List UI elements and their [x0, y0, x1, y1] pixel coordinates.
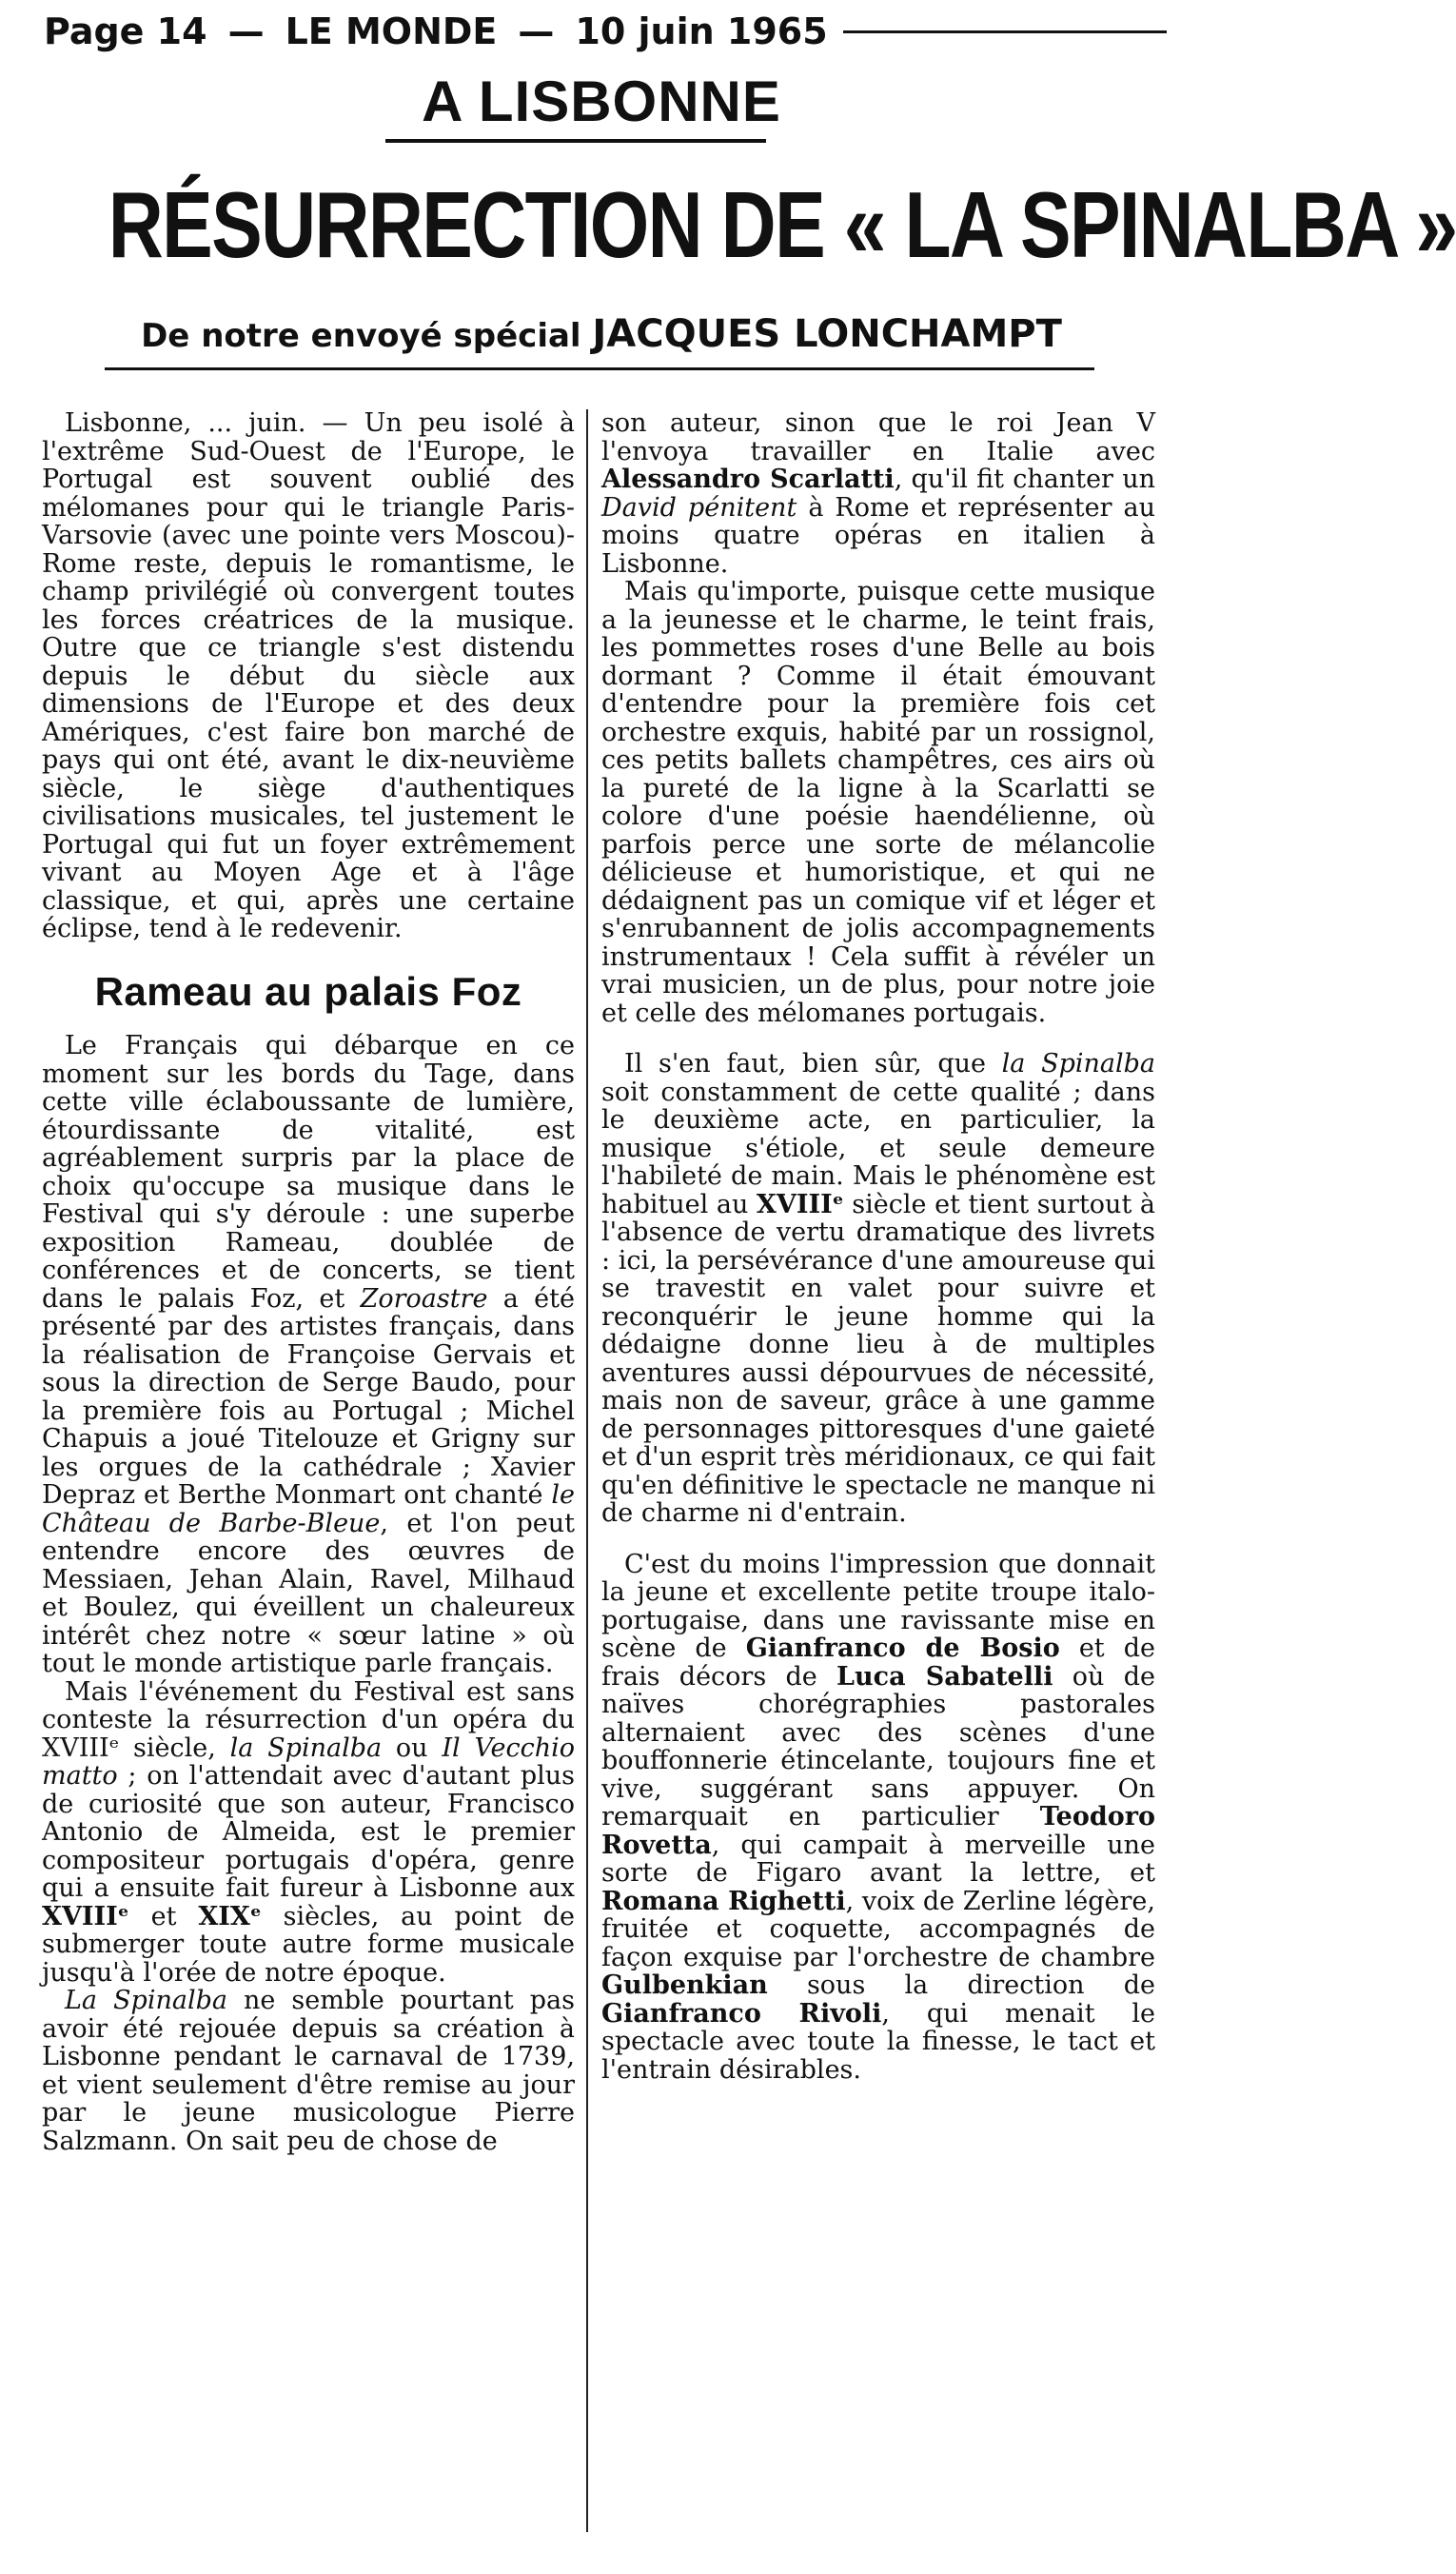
- paragraph: La Spinalba ne semble pourtant pas avoir été rejouée depuis sa création à Lisbonne pendant le carnaval de 1739, et vient seulement d'être remise au jour par le jeune musicologue Pierre Salzmann. On sait peu de chose de: [42, 1986, 575, 2156]
- paragraph: C'est du moins l'impression que donnait la jeune et excellente petite troupe italo-portugaise, dans une ravissante mise en scène de Gianfranco de Bosio et de frais décors de Luca Sabatelli où de naïves chorégraphies pastorales alternaient avec des scènes d'une bouffonnerie étincelante, toujours fine et vive, suggérant sans appuyer. On remarquait en particulier Teodoro Rovetta, qui campait à merveille une sorte de Figaro avant la lettre, et Romana Righetti, voix de Zerline légère, fruitée et coquette, accompagnés de façon exquise par l'orchestre de chambre Gulbenkian sous la direction de Gianfranco Rivoli, qui menait le spectacle avec toute la finesse, le tact et l'entrain désirables.: [601, 1549, 1155, 2085]
- byline: [0, 312, 1203, 356]
- byline-author: JACQUES LONCHAMPT: [592, 312, 1062, 356]
- kicker: A LISBONNE: [422, 69, 781, 133]
- left-column: [42, 409, 575, 2155]
- subheading: Rameau au palais Foz: [94, 968, 522, 1014]
- masthead: [44, 6, 1167, 57]
- paragraph: Il s'en faut, bien sûr, que la Spinalba soit constamment de cette qualité ; dans le deuxième acte, en particulier, la musique s'étiole, et seule demeure l'habileté de main. Mais le phénomène est habituel au XVIIIᵉ siècle et tient surtout à l'absence de vertu dramatique des livrets : ici, la persévérance d'une amoureuse qui se travestit en valet pour suivre et reconquérir le jeune homme qui la dédaigne donne lieu à de multiples aventures aussi dépourvues de nécessité, mais non de saveur, grâce à une gamme de personnages pittoresques d'une gaieté et d'un esprit très méridionaux, ce qui fait qu'en définitive le spectacle ne manque ni de charme ni d'entrain.: [601, 1049, 1156, 1528]
- page-number: Page 14: [44, 10, 207, 52]
- kicker-underline: [385, 139, 766, 143]
- paragraph-intro: Lisbonne, ... juin. — Un peu isolé à l'extrême Sud-Ouest de l'Europe, le Portugal est souvent oublié des mélomanes pour qui le triangle Paris-Varsovie (avec une pointe vers Moscou)-Rome reste, depuis le romantisme, le champ privilégié où convergent toutes les forces créatrices de la musique. Outre que ce triangle s'est distendu depuis le début du siècle aux dimensions de l'Europe et des deux Amériques, c'est faire bon marché de pays qui ont été, avant le dix-neuvième siècle, le siège d'authentiques civilisations musicales, tel justement le Portugal qui fut un foyer extrêmement vivant au Moyen Age et à l'âge classique, et qui, après une certaine éclipse, tend à le redevenir.: [42, 408, 575, 943]
- issue-date: 10 juin 1965: [575, 10, 828, 52]
- masthead-separator: —: [518, 10, 555, 52]
- paragraph: Mais qu'importe, puisque cette musique a la jeunesse et le charme, le teint frais, les pommettes roses d'une Belle au bois dormant ? Comme il était émouvant d'entendre pour la première fois cet orchestre exquis, habité par un rossignol, ces petits ballets champêtres, ces airs où la pureté de la ligne à la Scarlatti se colore d'une poésie haendélienne, où parfois perce une sorte de mélancolie délicieuse et humoristique, et qui ne dédaignent pas un comique vif et léger et s'enrubannent de jolis accompagnements instrumentaux ! Cela suffit à révéler un vrai musicien, un de plus, pour notre joie et celle des mélomanes portugais.: [601, 577, 1155, 1028]
- right-column: [601, 409, 1155, 2084]
- masthead-rule: [843, 30, 1167, 33]
- paragraph: son auteur, sinon que le roi Jean V l'envoya travailler en Italie avec Alessandro Scarlatti, qu'il fit chanter un David pénitent à Rome et représenter au moins quatre opéras en italien à Lisbonne.: [601, 408, 1155, 579]
- paragraph: Le Français qui débarque en ce moment sur les bords du Tage, dans cette ville éclaboussante de lumière, étourdissante de vitalité, est agréablement surpris par la place de choix qu'occupe sa musique dans le Festival qui s'y déroule : une superbe exposition Rameau, doublée de conférences et de concerts, se tient dans le palais Foz, et Zoroastre a été présenté par des artistes français, dans la réalisation de Françoise Gervais et sous la direction de Serge Baudo, pour la première fois au Portugal ; Michel Chapuis a joué Titelouze et Grigny sur les orgues de la cathédrale ; Xavier Depraz et Berthe Monmart ont chanté le Château de Barbe-Bleue, et l'on peut entendre encore des œuvres de Messiaen, Jehan Alain, Ravel, Milhaud et Boulez, qui éveillent un chaleureux intérêt chez notre « sœur latine » où tout le monde artistique parle français.: [42, 1031, 575, 1678]
- headline: RÉSURRECTION DE « LA SPINALBA »: [108, 172, 1456, 277]
- paragraph: Mais l'événement du Festival est sans conteste la résurrection d'un opéra du XVIIIᵉ siècle, la Spinalba ou Il Vecchio matto ; on l'attendait avec d'autant plus de curiosité que son auteur, Francisco Antonio de Almeida, est le premier compositeur portugais d'opéra, genre qui a ensuite fait fureur à Lisbonne aux XVIIIᵉ et XIXᵉ siècles, au point de submerger toute autre forme musicale jusqu'à l'orée de notre époque.: [42, 1676, 576, 1988]
- masthead-separator: —: [227, 10, 265, 52]
- newspaper-name: LE MONDE: [285, 10, 498, 52]
- column-divider: [586, 409, 588, 2532]
- byline-prefix: De notre envoyé spécial: [141, 317, 581, 355]
- byline-rule: [105, 367, 1094, 370]
